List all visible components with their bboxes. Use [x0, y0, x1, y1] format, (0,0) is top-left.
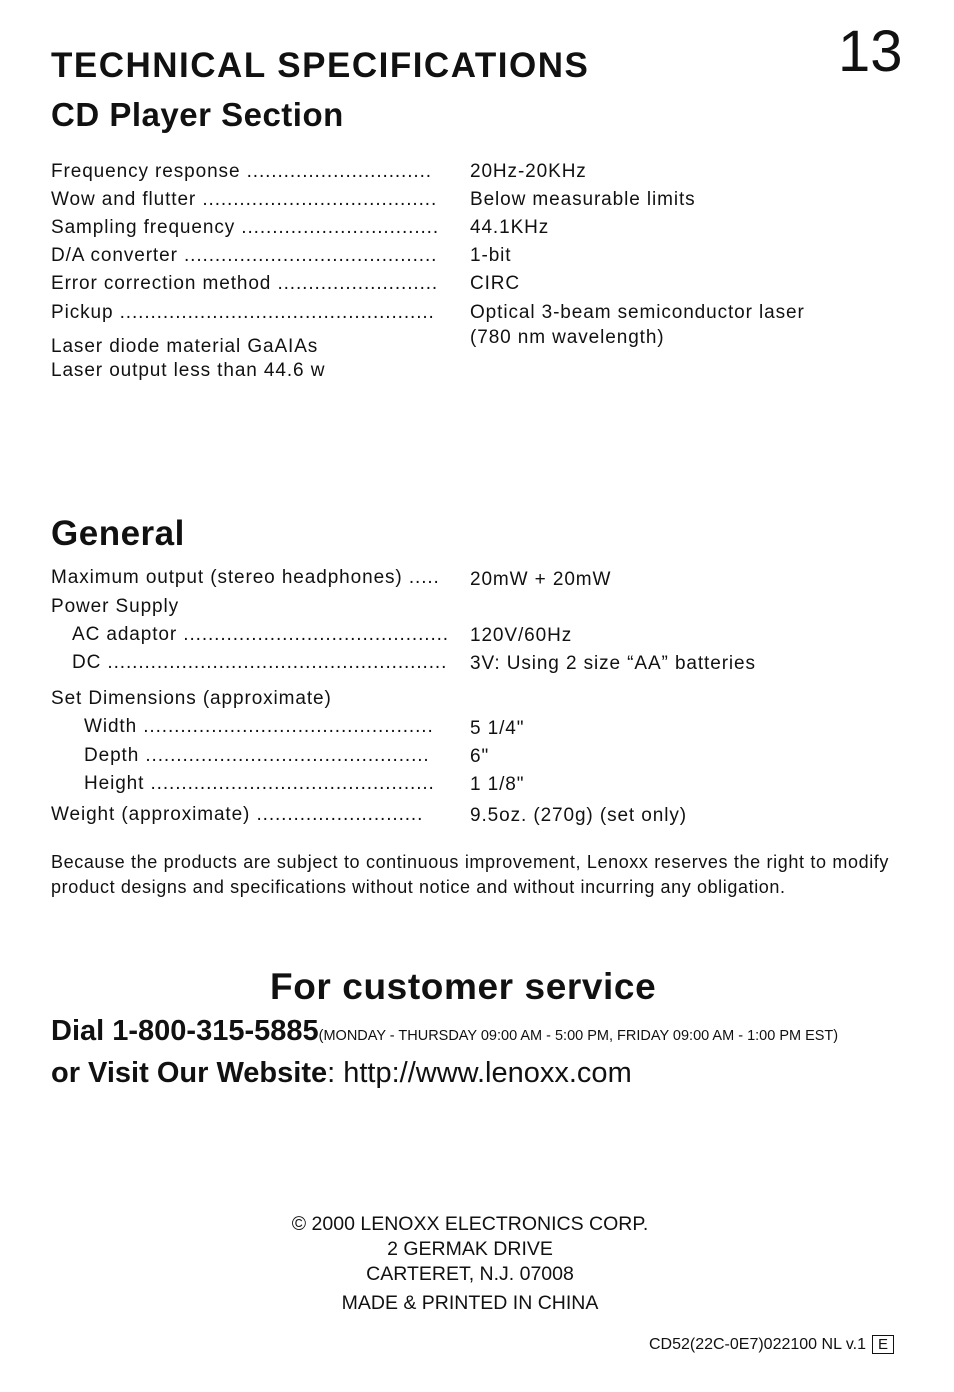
spec-value-da-converter: 1-bit: [470, 245, 512, 266]
document-code: [649, 1335, 894, 1354]
spec-value-dc: 3V: Using 2 size “AA” batteries: [470, 653, 756, 674]
spec-label-weight: Weight (approximate) ...........................: [51, 804, 424, 825]
laser-material: Laser diode material GaAIAs: [51, 336, 319, 357]
copyright: © 2000 LENOXX ELECTRONICS CORP.: [291, 1213, 649, 1235]
spec-value-error-correction: CIRC: [470, 273, 521, 294]
spec-label-ac-adaptor: AC adaptor ...........................................: [72, 624, 449, 645]
spec-label-error-correction: Error correction method ..........................: [51, 273, 439, 294]
cd-section-title: CD Player Section: [51, 96, 344, 133]
website-link: : http://www.lenoxx.com: [327, 1057, 632, 1089]
service-hours: (MONDAY - THURSDAY 09:00 AM - 5:00 PM, FRIDAY 09:00 AM - 1:00 PM EST): [318, 1028, 839, 1044]
spec-value-max-output: 20mW + 20mW: [470, 569, 612, 590]
laser-output: Laser output less than 44.6 w: [51, 360, 326, 381]
customer-service-title: For customer service: [270, 966, 657, 1007]
spec-value-frequency-response: 20Hz-20KHz: [470, 161, 587, 182]
spec-label-power-supply: Power Supply: [51, 596, 180, 617]
spec-value-sampling-frequency: 44.1KHz: [470, 217, 550, 238]
spec-value-pickup: Optical 3-beam semiconductor laser: [470, 302, 805, 323]
spec-label-wow-flutter: Wow and flutter ......................................: [51, 189, 438, 210]
spec-value-depth: 6": [470, 746, 490, 767]
spec-value-width: 5 1/4": [470, 718, 525, 739]
website-line: [51, 1057, 632, 1090]
spec-value-weight: 9.5oz. (270g) (set only): [470, 805, 687, 826]
spec-label-sampling-frequency: Sampling frequency ................................: [51, 217, 440, 238]
page-number: 13: [838, 19, 903, 84]
made-in: MADE & PRINTED IN CHINA: [341, 1292, 599, 1314]
spec-value-pickup-wavelength: (780 nm wavelength): [470, 327, 665, 348]
spec-label-max-output: Maximum output (stereo headphones) .....: [51, 567, 440, 588]
language-box: E: [872, 1335, 894, 1354]
spec-label-width: Width ...............................................: [84, 716, 434, 737]
spec-label-height: Height ..............................................: [84, 773, 435, 794]
improvement-notice: Because the products are subject to continuous improvement, Lenoxx reserves the right to modify product designs and specifications without notice and without incurring any obligation.: [51, 852, 889, 897]
phone-number: Dial 1-800-315-5885: [51, 1015, 319, 1047]
spec-value-wow-flutter: Below measurable limits: [470, 189, 696, 210]
visit-label: or Visit Our Website: [51, 1057, 328, 1089]
spec-label-depth: Depth ..............................................: [84, 745, 430, 766]
spec-value-height: 1 1/8": [470, 774, 525, 795]
page-title: TECHNICAL SPECIFICATIONS: [51, 46, 590, 85]
spec-label-frequency-response: Frequency response ..............................: [51, 161, 432, 182]
spec-label-dc: DC .......................................................: [72, 652, 448, 673]
address-line-1: 2 GERMAK DRIVE: [387, 1238, 553, 1260]
spec-label-da-converter: D/A converter .........................................: [51, 245, 438, 266]
spec-label-dimensions: Set Dimensions (approximate): [51, 688, 332, 709]
document-code-text: CD52(22C-0E7)022100 NL v.1: [648, 1336, 866, 1353]
address-line-2: CARTERET, N.J. 07008: [366, 1263, 574, 1285]
spec-value-ac-adaptor: 120V/60Hz: [470, 625, 573, 646]
general-section-title: General: [51, 514, 185, 553]
spec-label-pickup: Pickup ...................................................: [51, 302, 435, 323]
dial-line: [51, 1015, 838, 1048]
